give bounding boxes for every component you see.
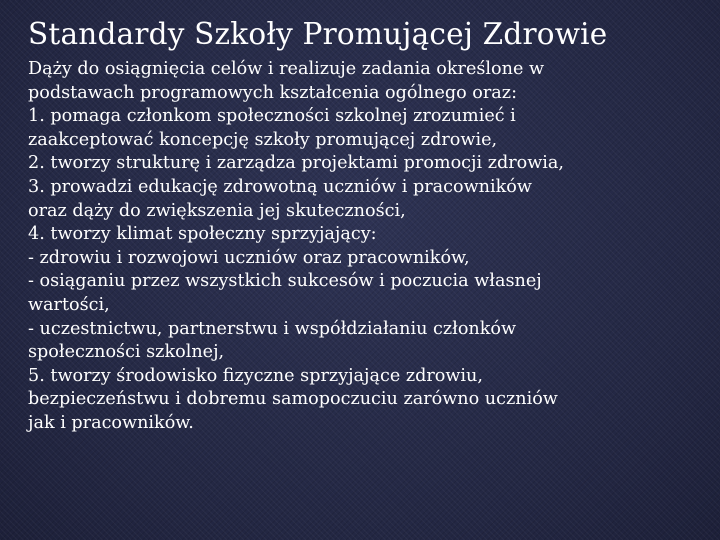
body-line: bezpieczeństwu i dobremu samopoczuciu zarówno uczniów: [28, 389, 558, 410]
body-line: 3. prowadzi edukację zdrowotną uczniów i pracowników: [28, 176, 532, 197]
body-line: oraz dąży do zwiększenia jej skuteczności,: [28, 200, 406, 221]
slide-title: Standardy Szkoły Promującej Zdrowie: [28, 17, 608, 51]
body-line: Dąży do osiągnięcia celów i realizuje zadania określone w: [28, 59, 545, 79]
body-line: - uczestnictwu, partnerstwu i współdziałaniu członków: [28, 318, 517, 339]
body-line: 1. pomaga członkom społeczności szkolnej zrozumieć i: [28, 106, 516, 127]
body-line: jak i pracowników.: [28, 412, 194, 433]
body-line: - osiąganiu przez wszystkich sukcesów i poczucia własnej: [28, 271, 542, 292]
body-line: społeczności szkolnej,: [28, 342, 225, 363]
slide-body: [28, 58, 708, 436]
body-line: 2. tworzy strukturę i zarządza projektami promocji zdrowia,: [28, 153, 565, 174]
body-line: - zdrowiu i rozwojowi uczniów oraz pracowników,: [28, 247, 470, 268]
body-line: podstawach programowych kształcenia ogólnego oraz:: [28, 82, 517, 103]
body-line: wartości,: [28, 294, 110, 315]
body-line: 4. tworzy klimat społeczny sprzyjający:: [28, 224, 377, 245]
body-line: zaakceptować koncepcję szkoły promującej zdrowie,: [28, 129, 498, 150]
body-line: 5. tworzy środowisko fizyczne sprzyjające zdrowiu,: [28, 365, 483, 386]
